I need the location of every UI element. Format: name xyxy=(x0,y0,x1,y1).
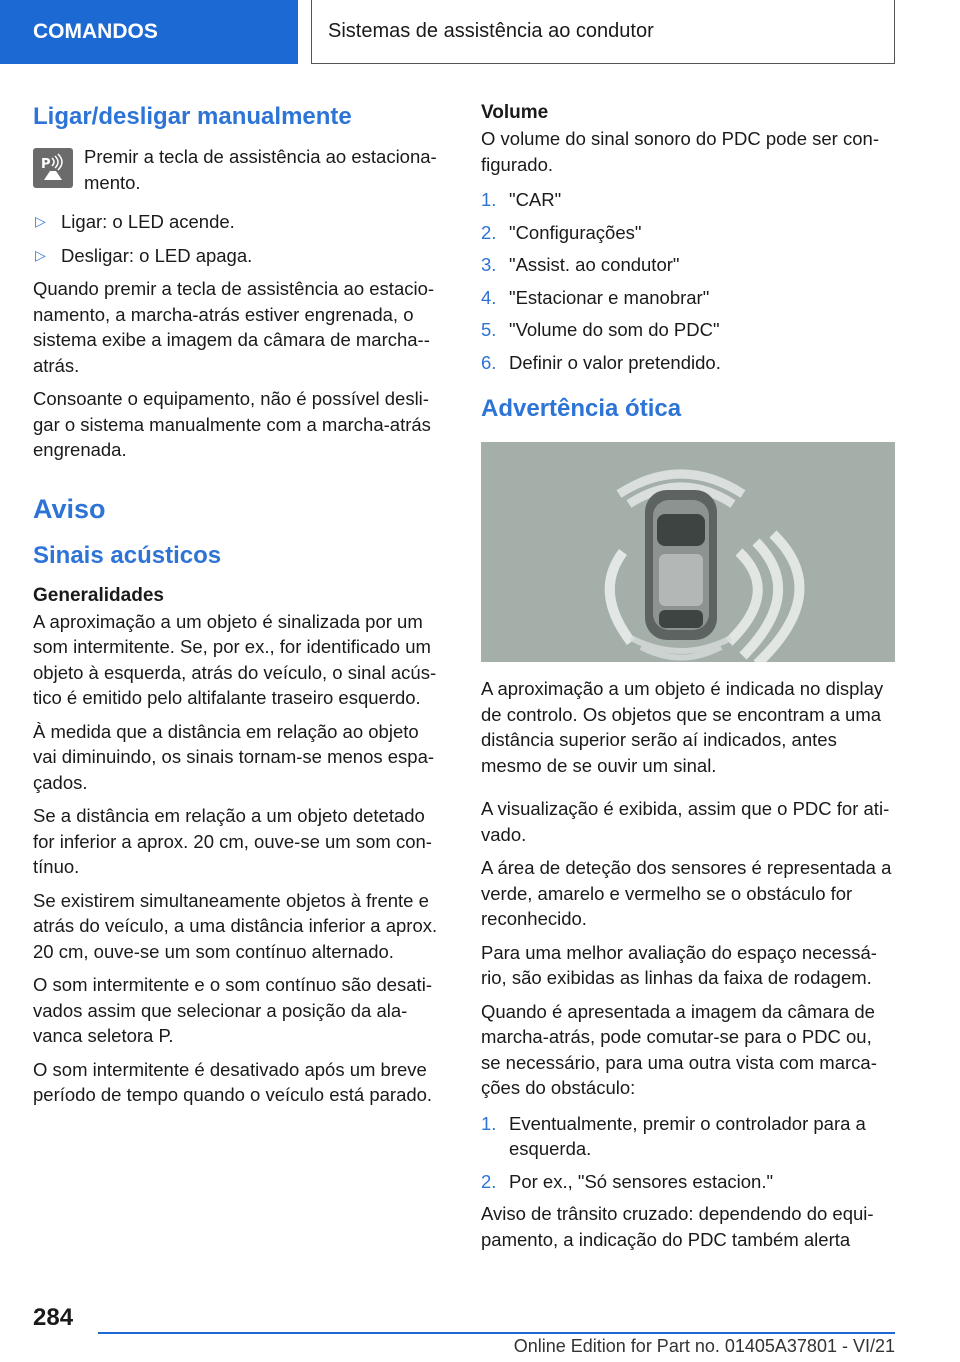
list-item: 4. "Estacionar e manobrar" xyxy=(481,286,710,308)
pdc-car-illustration xyxy=(481,442,895,662)
right-column xyxy=(481,100,895,1260)
footer-edition: Online Edition for Part no. 01405A37801 - VI/21 xyxy=(513,1336,895,1356)
paragraph: A área de deteção dos sensores é representada a verde, amarelo e vermelho se o obstáculo for reconhecido. xyxy=(481,857,892,929)
pdc-instruction xyxy=(33,144,445,195)
paragraph: Se a distância em relação a um objeto detetado for inferior a aprox. 20 cm, ouve-se um som contínuo. xyxy=(33,805,432,877)
heading-manual: Ligar/desligar manualmente xyxy=(33,103,352,130)
list-item: 1. "CAR" xyxy=(481,189,562,210)
paragraph: A aproximação a um objeto é indicada no display de controlo. Os objetos que se encontram a uma distância superior serão aí indicados, antes mesmo de se ouvir um sinal. xyxy=(481,678,884,776)
svg-text:P: P xyxy=(41,157,51,172)
header-section-tab: COMANDOS xyxy=(0,0,298,64)
paragraph: O som intermitente é desativado após um breve período de tempo quando o veículo está parado. xyxy=(33,1058,433,1105)
list-item: 2. Por ex., "Só sensores estacion." xyxy=(481,1170,774,1192)
triangle-bullet-icon: ▷ xyxy=(35,246,46,263)
paragraph: Aviso de trânsito cruzado: dependendo do equipamento, a indicação do PDC também alerta xyxy=(481,1203,874,1250)
paragraph: Se existirem simultaneamente objetos à frente e atrás do veículo, a uma distância inferior a aprox. 20 cm, ouve-se um som contínuo alternado. xyxy=(33,889,438,962)
parking-assist-icon xyxy=(33,148,73,188)
paragraph: Quando é apresentada a imagem da câmara de marcha-atrás, pode comutar-se para o PDC ou, se necessário, para uma outra vista com marcações do obstáculo: xyxy=(481,1000,877,1098)
volume-steps xyxy=(481,187,895,375)
paragraph: O som intermitente e o som contínuo são desativados assim que selecionar a posição da alavanca seletora P. xyxy=(33,974,432,1046)
paragraph: Quando premir a tecla de assistência ao estacionamento, a marcha-atrás estiver engrenada, o sistema exibe a imagem da câmara de marcha--atrás. xyxy=(33,278,435,376)
list-item: 1. Eventualmente, premir o controlador para a esquerda. xyxy=(481,1112,866,1159)
paragraph: À medida que a distância em relação ao objeto vai diminuindo, os sinais tornam-se menos espaçados. xyxy=(33,720,435,793)
pdc-icon-text: Premir a tecla de assistência ao estacionamento. xyxy=(84,146,437,193)
heading-advertencia-otica: Advertência ótica xyxy=(481,395,682,422)
paragraph: A aproximação a um objeto é sinalizada por um som intermitente. Se, por ex., for identificado um objeto à esquerda, atrás do veículo, o sinal acústico é emitido pelo altifalante traseiro esquerdo. xyxy=(33,610,437,708)
header-title: Sistemas de assistência ao condutor xyxy=(311,0,895,64)
footer-divider xyxy=(98,1332,895,1334)
paragraph: Consoante o equipamento, não é possível desligar o sistema manualmente com a marcha-atrás engrenada. xyxy=(33,388,431,460)
heading-generalidades: Generalidades xyxy=(33,584,164,606)
pdc-display-figure xyxy=(481,442,895,662)
list-item: 2. "Configurações" xyxy=(481,221,642,243)
list-item: 3. "Assist. ao condutor" xyxy=(481,254,680,275)
list-item: ▷ Ligar: o LED acende. xyxy=(33,209,445,235)
heading-aviso: Aviso xyxy=(33,493,106,524)
page-number: 284 xyxy=(33,1304,74,1331)
heading-volume: Volume xyxy=(481,102,549,123)
list-item: ▷ Desligar: o LED apaga. xyxy=(33,243,445,269)
list-item: 5. "Volume do som do PDC" xyxy=(481,319,720,340)
display-steps xyxy=(481,1111,895,1195)
heading-sinais-acusticos: Sinais acústicos xyxy=(33,541,222,569)
paragraph: A visualização é exibida, assim que o PDC for ativado. xyxy=(481,798,890,845)
left-column xyxy=(33,100,445,1116)
triangle-bullet-icon: ▷ xyxy=(35,213,46,229)
paragraph: O volume do sinal sonoro do PDC pode ser configurado. xyxy=(481,128,879,175)
list-item: 6. Definir o valor pretendido. xyxy=(481,351,721,373)
paragraph: Para uma melhor avaliação do espaço necessário, são exibidas as linhas da faixa de rodagem. xyxy=(481,941,877,988)
led-bullets xyxy=(33,209,445,268)
